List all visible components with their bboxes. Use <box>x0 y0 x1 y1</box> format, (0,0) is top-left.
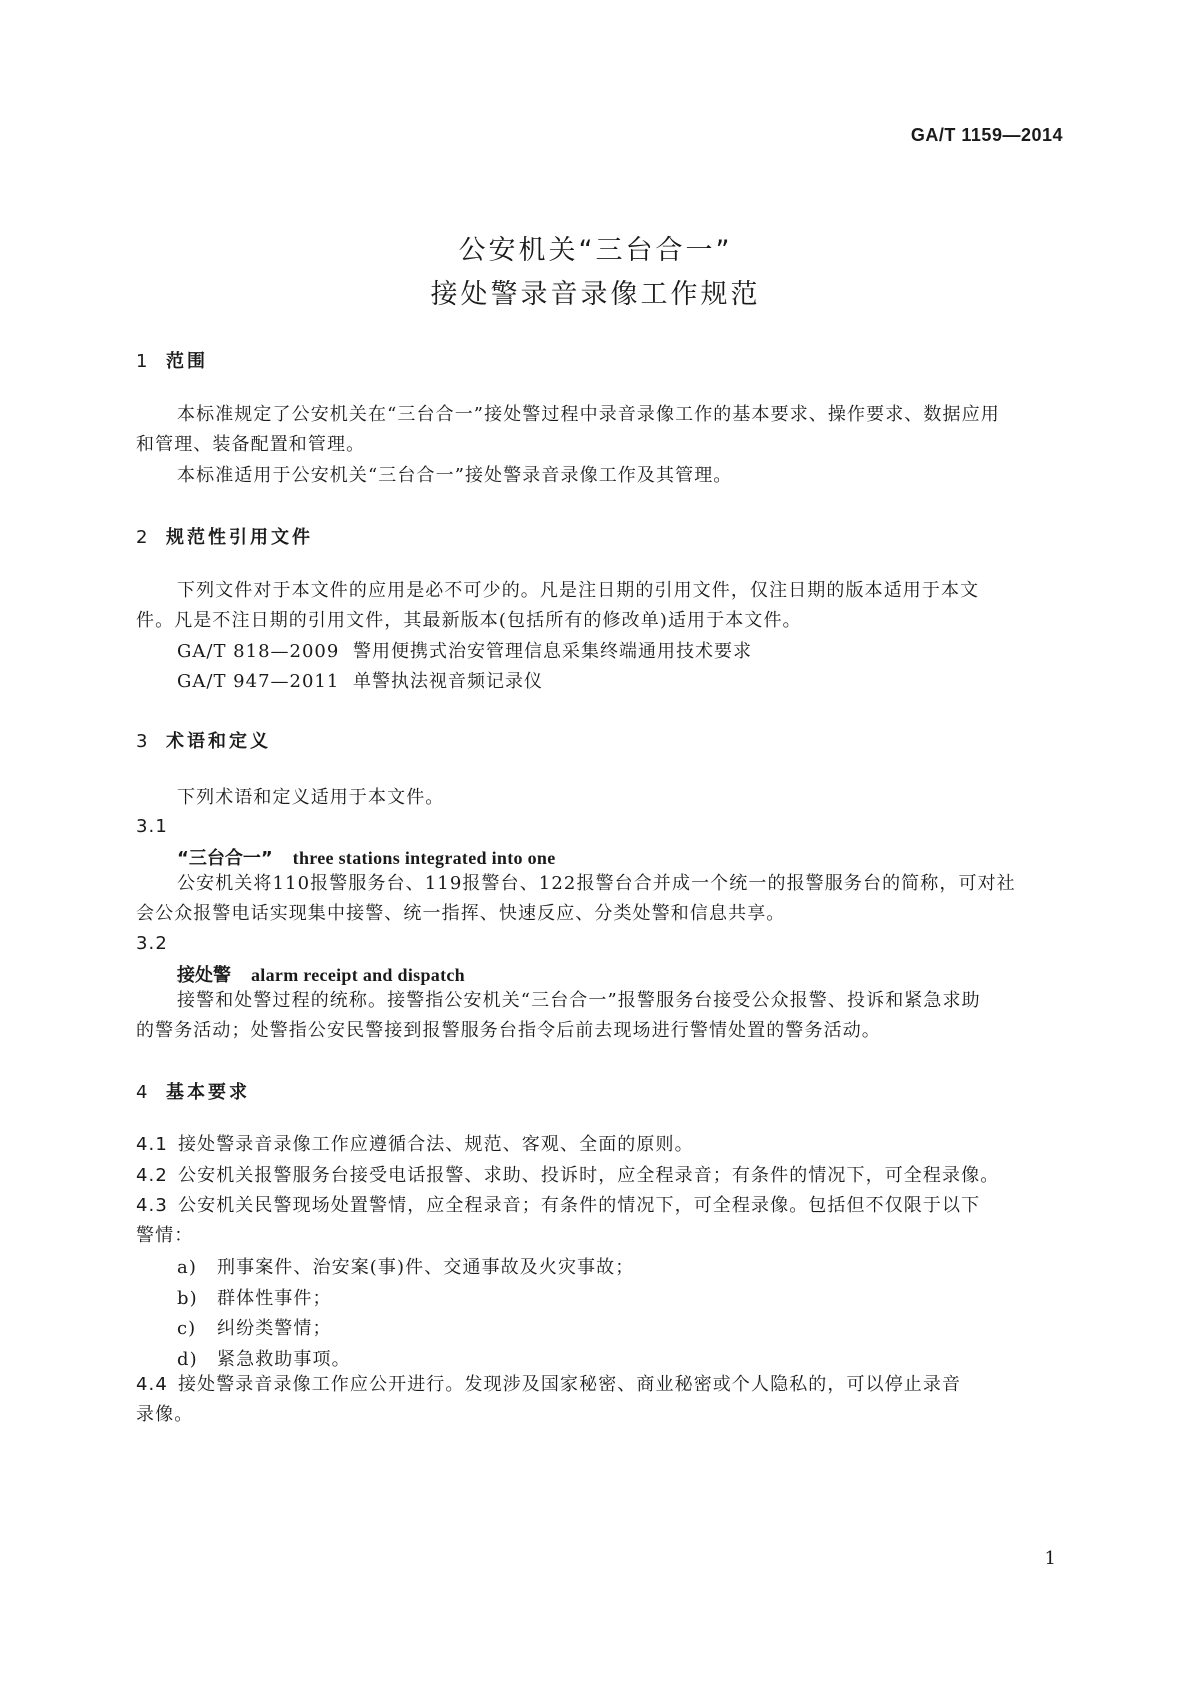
clause-number: 4.4 <box>136 1374 168 1395</box>
term-definition-line: 会公众报警电话实现集中接警、统一指挥、快速反应、分类处警和信息共享。 <box>136 903 786 924</box>
section-title: 范围 <box>166 351 208 372</box>
term-english: alarm receipt and dispatch <box>251 965 465 985</box>
paragraph-line: 下列术语和定义适用于本文件。 <box>177 787 445 808</box>
paragraph-line: 本标准适用于公安机关“三台合一”接处警录音录像工作及其管理。 <box>177 465 733 486</box>
section-title: 规范性引用文件 <box>166 527 313 548</box>
paragraph-line: 和管理、装备配置和管理。 <box>136 434 366 455</box>
section-number: 4 <box>136 1082 148 1103</box>
clause-4-4 <box>136 1370 1063 1400</box>
term-definition-line: 接警和处警过程的统称。接警指公安机关“三台合一”报警服务台接受公众报警、投诉和紧急求助 <box>177 990 981 1011</box>
clause-number: 4.3 <box>136 1195 168 1216</box>
clause-4-3 <box>136 1191 1063 1221</box>
term-heading <box>177 961 465 987</box>
section-number: 3 <box>136 731 148 752</box>
reference-title: 单警执法视音频记录仪 <box>353 671 543 692</box>
standard-code: GA/T 1159—2014 <box>910 125 1063 145</box>
clause-continuation: 警情： <box>136 1225 194 1246</box>
list-item <box>177 1314 332 1340</box>
reference-code: GA/T 818—2009 <box>177 641 340 662</box>
clause-text: 公安机关报警服务台接受电话报警、求助、投诉时，应全程录音；有条件的情况下，可全程录像。 <box>178 1165 1000 1186</box>
section-2-heading <box>136 523 313 549</box>
clause-4-2 <box>136 1161 1063 1191</box>
term-chinese: “三台合一” <box>177 848 273 869</box>
section-4-heading <box>136 1078 250 1104</box>
clause-number: 4.2 <box>136 1165 168 1186</box>
list-item <box>177 1284 332 1310</box>
page-number: 1 <box>1044 1548 1056 1569</box>
clause-4-1 <box>136 1130 1063 1160</box>
paragraph-line: 件。凡是不注日期的引用文件，其最新版本(包括所有的修改单)适用于本文件。 <box>136 610 802 631</box>
reference-code: GA/T 947—2011 <box>177 671 340 692</box>
term-number: 3.2 <box>136 933 168 954</box>
document-title-line1: 公安机关“三台合一” <box>458 235 733 266</box>
clause-text: 公安机关民警现场处置警情，应全程录音；有条件的情况下，可全程录像。包括但不仅限于以下 <box>178 1195 981 1216</box>
clause-number: 4.1 <box>136 1134 168 1155</box>
list-item-label: b) <box>177 1288 198 1309</box>
list-item-label: d) <box>177 1349 198 1370</box>
term-definition-line: 公安机关将110报警服务台、119报警台、122报警台合并成一个统一的报警服务台的简称，可对社 <box>177 873 1016 894</box>
list-item-text: 刑事案件、治安案(事)件、交通事故及火灾事故； <box>217 1257 635 1278</box>
section-1-heading <box>136 347 208 373</box>
term-definition-line: 的警务活动；处警指公安民警接到报警服务台指令后前去现场进行警情处置的警务活动。 <box>136 1020 881 1041</box>
list-item-text: 纠纷类警情； <box>217 1318 332 1339</box>
term-chinese: 接处警 <box>177 965 231 986</box>
section-number: 1 <box>136 351 148 372</box>
document-title-line2: 接处警录音录像工作规范 <box>430 279 761 310</box>
list-item-label: a) <box>177 1257 197 1278</box>
paragraph-line: 下列文件对于本文件的应用是必不可少的。凡是注日期的引用文件，仅注日期的版本适用于本文 <box>177 580 980 601</box>
clause-continuation: 录像。 <box>136 1404 194 1425</box>
term-english: three stations integrated into one <box>292 848 556 868</box>
list-item <box>177 1253 634 1279</box>
normative-reference <box>177 667 543 693</box>
list-item-label: c) <box>177 1318 197 1339</box>
section-title: 基本要求 <box>166 1082 250 1103</box>
term-number: 3.1 <box>136 816 168 837</box>
clause-text: 接处警录音录像工作应遵循合法、规范、客观、全面的原则。 <box>178 1134 694 1155</box>
section-title: 术语和定义 <box>166 731 271 752</box>
clause-text: 接处警录音录像工作应公开进行。发现涉及国家秘密、商业秘密或个人隐私的，可以停止录音 <box>178 1374 962 1395</box>
reference-title: 警用便携式治安管理信息采集终端通用技术要求 <box>353 641 752 662</box>
section-3-heading <box>136 727 271 753</box>
list-item-text: 群体性事件； <box>217 1288 332 1309</box>
list-item <box>177 1345 351 1371</box>
normative-reference <box>177 637 752 663</box>
list-item-text: 紧急救助事项。 <box>217 1349 351 1370</box>
section-number: 2 <box>136 527 148 548</box>
term-heading <box>177 844 556 870</box>
paragraph-line: 本标准规定了公安机关在“三台合一”接处警过程中录音录像工作的基本要求、操作要求、数据应用 <box>177 404 1000 425</box>
